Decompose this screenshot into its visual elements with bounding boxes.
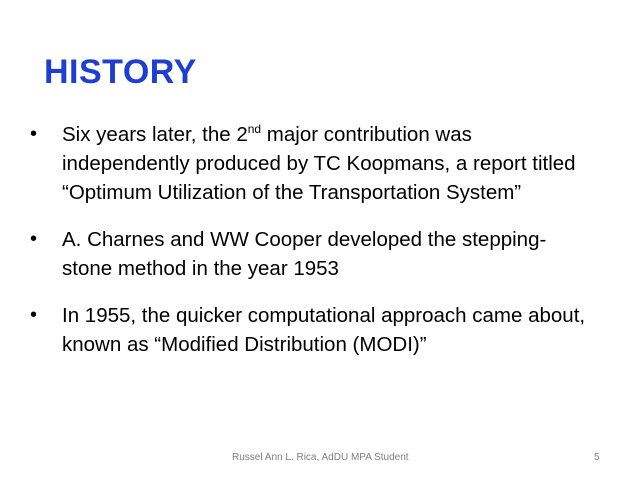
footer-author: Russel Ann L. Rica, AdDU MPA Student xyxy=(232,452,409,463)
page-number: 5 xyxy=(594,452,600,463)
bullet-dot-icon: • xyxy=(30,123,38,145)
bullet-list xyxy=(30,120,590,377)
bullet-dot-icon: • xyxy=(30,228,38,250)
bullet-text-1-start: Six years later, the 2 xyxy=(62,123,248,146)
slide-footer xyxy=(0,452,638,468)
bullet-item-3 xyxy=(30,301,590,359)
bullet-text-2: A. Charnes and WW Cooper developed the stepping-stone method in the year 1953 xyxy=(62,228,547,280)
bullet-dot-icon: • xyxy=(30,304,38,326)
bullet-text-1 xyxy=(62,123,576,204)
bullet-text-1-superscript: nd xyxy=(247,122,262,137)
bullet-item-2 xyxy=(30,225,590,283)
slide-title: HISTORY xyxy=(44,53,197,91)
bullet-text-1-end: major contribution was independently produced by TC Koopmans, a report titled “Optimum Utilization of the Transportation System” xyxy=(62,123,576,204)
bullet-item-1 xyxy=(30,120,590,207)
bullet-text-3: In 1955, the quicker computational approach came about, known as “Modified Distribution (MODI)” xyxy=(62,304,586,356)
